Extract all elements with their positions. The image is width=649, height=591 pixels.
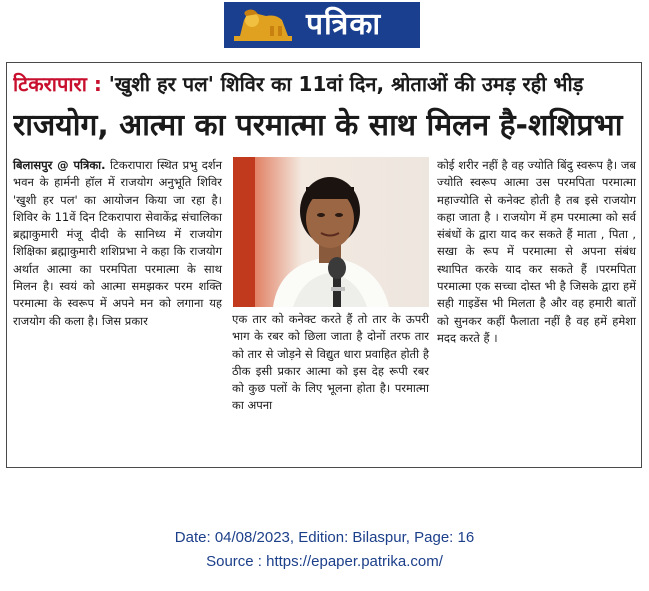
- sub-headline-text: 'खुशी हर पल' शिविर का 11वां दिन, श्रोताओं की उमड़ रही भीड़: [101, 72, 584, 96]
- article-column-2: एक तार को कनेक्ट करते हैं तो तार के ऊपरी भाग के रबर को छिला जाता है दोनों तरफ तार को तार से जोड़ने से विद्युत धारा प्रवाहित होती है ठीक इसी प्रकार आत्मा को इस देह रूपी रबर को कुछ पलों के लिए भूलना होता है। परमात्मा का अपना: [232, 312, 429, 413]
- lion-emblem-icon: [232, 6, 294, 44]
- article-column-1: [13, 157, 222, 463]
- masthead-logo: [224, 2, 420, 48]
- main-headline: राजयोग, आत्मा का परमात्मा के साथ मिलन है-शशिप्रभा: [13, 108, 623, 143]
- sub-headline: [13, 69, 635, 99]
- masthead-title: पत्रिका: [306, 7, 382, 42]
- source-line: Source : https://epaper.patrika.com/: [206, 553, 443, 570]
- column-1-text: टिकरापारा स्थित प्रभु दर्शन भवन के हार्मनी हॉल में राजयोग अनुभूति शिविर 'खुशी हर पल' का आयोजन किया जा रहा है। शिविर के 11वें दिन टिकरापारा सेवाकेंद्र संचालिका ब्रह्माकुमारी मंजू दीदी के सानिध्य में राजयोग शिक्षिका ब्रह्माकुमारी शशिप्रभा ने कहा कि राजयोग अर्थात आत्मा का परमपिता परमात्मा के साथ मिलन है। स्वयं को आत्मा समझकर परम शक्ति परमात्मा के स्वरूप में अपने मन को लगाना यह राजयोग की कला है। जिस प्रकार: [13, 158, 222, 328]
- article-clipping: [6, 62, 642, 468]
- article-column-3: कोई शरीर नहीं है वह ज्योति बिंदु स्वरूप है। जब ज्योति स्वरूप आत्मा उस परमपिता परमात्मा महाज्योति से कनेक्ट होती है तब इसे राजयोग कहा जाता है । राजयोग में हम परमात्मा को सर्व संबंधों के द्वारा याद कर सकते हैं माता , पिता , सखा के रूप में परमात्मा से अपना संबंध स्थापित करके याद कर सकते हैं ।परमपिता परमात्मा एक सच्चा दोस्त भी है जिसके द्वारा हमें सही गाइडेंस भी मिलता है और वह हमारी बातों को सुनकर कहीं फैलाता नहीं है वह हमें हमेशा मदद करते हैं ।: [437, 158, 636, 345]
- dateline: बिलासपुर @ पत्रिका.: [13, 158, 106, 172]
- edition-info: Date: 04/08/2023, Edition: Bilaspur, Page: 16: [174, 529, 475, 546]
- location-kicker: टिकरापारा :: [13, 72, 102, 96]
- speaker-photo: [233, 157, 429, 307]
